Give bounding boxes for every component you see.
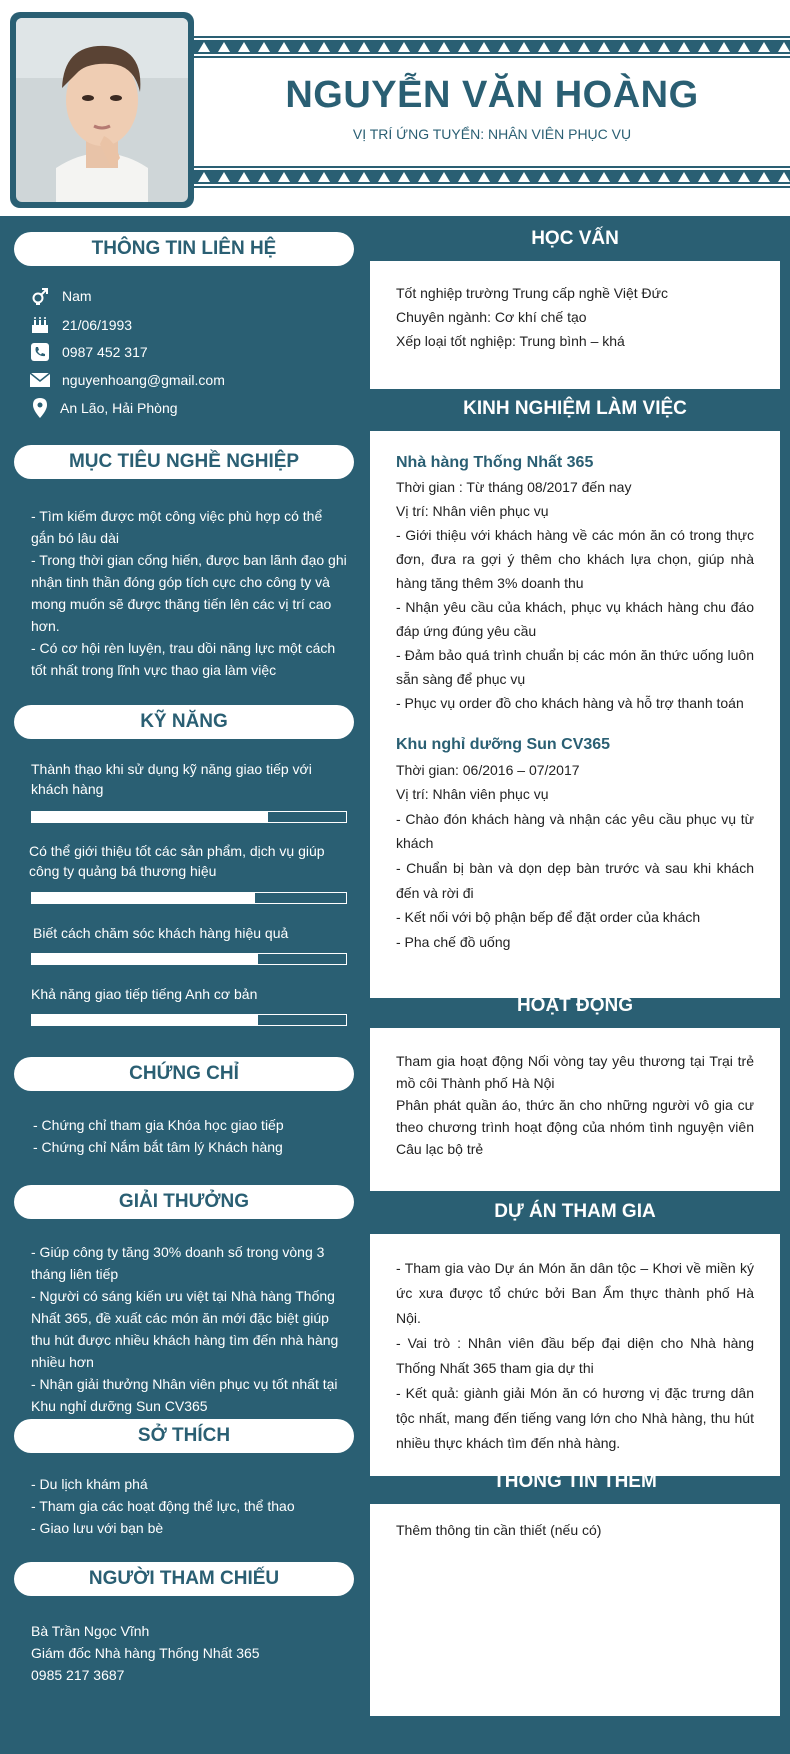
activities-text — [396, 1050, 754, 1160]
reference-line: Bà Trần Ngọc Vĩnh — [31, 1623, 150, 1639]
skill-bar-fill — [32, 893, 255, 903]
skill-bar — [31, 1014, 347, 1026]
education-line: Tốt nghiệp trường Trung cấp nghề Việt Đức — [396, 285, 669, 301]
cv-header — [0, 0, 790, 216]
activities-box — [370, 1028, 780, 1191]
skill-bar-fill — [32, 1015, 258, 1025]
objective-line: - Có cơ hội rèn luyện, trau dồi năng lực một cách tốt nhất trong lĩnh vực thao gia làm việc — [31, 640, 336, 678]
certificates-text — [33, 1114, 351, 1158]
awards-text — [31, 1241, 349, 1417]
job-duty: - Giới thiệu với khách hàng về các món ăn có trong thực đơn, đưa ra gợi ý thêm cho khách lựa chọn, giúp nhà hàng tăng thêm 3% doanh thu — [396, 527, 754, 591]
objective-line: - Tìm kiếm được một công việc phù hợp có thể gắn bó lâu dài — [31, 508, 323, 546]
address-value: An Lão, Hải Phòng — [60, 400, 178, 416]
reference-line: Giám đốc Nhà hàng Thống Nhất 365 — [31, 1645, 260, 1661]
award-line: - Nhận giải thưởng Nhân viên phục vụ tốt nhất tại Khu nghỉ dưỡng Sun CV365 — [31, 1376, 338, 1414]
experience-box — [370, 431, 780, 998]
section-title-education: HỌC VẤN — [531, 228, 619, 249]
gender-icon — [30, 286, 50, 306]
skill-label: Khả năng giao tiếp tiếng Anh cơ bản — [31, 986, 258, 1002]
phone-icon — [30, 342, 50, 362]
activity-line: Phân phát quần áo, thức ăn cho những người vô gia cư theo chương trình hoạt động của nhóm tình nguyện viên Câu lạc bộ trẻ — [396, 1097, 754, 1157]
extra-box — [370, 1504, 780, 1716]
skill-label: Thành thạo khi sử dụng kỹ năng giao tiếp với khách hàng — [31, 761, 312, 797]
section-title-objective: MỤC TIÊU NGHỀ NGHIỆP — [14, 445, 354, 479]
education-line: Chuyên ngành: Cơ khí chế tạo — [396, 309, 587, 325]
award-line: - Giúp công ty tăng 30% doanh số trong vòng 3 tháng liên tiếp — [31, 1244, 325, 1282]
certificate-line: - Chứng chỉ Nắm bắt tâm lý Khách hàng — [33, 1139, 283, 1155]
cake-icon — [30, 315, 50, 335]
objective-line: - Trong thời gian cống hiến, được ban lãnh đạo ghi nhận tinh thần đóng góp tích cực cho công ty và mong muốn sẽ được thăng tiến lên các vị trí cao hơn. — [31, 552, 347, 634]
hobby-line: - Du lịch khám phá — [31, 1476, 148, 1492]
section-title-experience: KINH NGHIỆM LÀM VIỆC — [463, 398, 687, 419]
email-value: nguyenhoang@gmail.com — [62, 372, 225, 388]
contact-birthday — [30, 313, 132, 337]
education-line: Xếp loại tốt nghiệp: Trung bình – khá — [396, 333, 625, 349]
cv-body — [0, 216, 790, 1754]
reference-line: 0985 217 3687 — [31, 1667, 125, 1683]
education-box — [370, 261, 780, 389]
section-title-certificates: CHỨNG CHỈ — [14, 1057, 354, 1091]
section-title-hobbies: SỞ THÍCH — [14, 1419, 354, 1453]
contact-address — [30, 396, 178, 420]
reference-text — [31, 1620, 349, 1686]
education-text — [396, 281, 754, 353]
skill-bar-fill — [32, 812, 268, 822]
contact-phone — [30, 340, 148, 364]
gender-value: Nam — [62, 288, 92, 304]
job-duty: - Phục vụ order đồ cho khách hàng và hỗ trợ thanh toán — [396, 695, 744, 711]
section-title-skills: KỸ NĂNG — [14, 705, 354, 739]
job-time: Thời gian : Từ tháng 08/2017 đến nay — [396, 479, 632, 495]
skill-label: Có thể giới thiệu tốt các sản phẩm, dịch vụ giúp công ty quảng bá thương hiệu — [29, 843, 325, 879]
decorative-band-top — [194, 36, 790, 58]
hobby-line: - Giao lưu với bạn bè — [31, 1520, 164, 1536]
project-line: - Vai trò : Nhân viên đầu bếp đại diện cho Nhà hàng Thống Nhất 365 tham gia dự thi — [396, 1335, 754, 1376]
job-company: Nhà hàng Thống Nhất 365 — [396, 454, 594, 471]
project-line: - Kết quả: giành giải Món ăn có hương vị đặc trưng dân tộc nhất, mang đến tiếng vang lớn cho Nhà hàng, thu hút nhiều thực khách tìm đến nhà hàng. — [396, 1385, 754, 1451]
job-duty: - Pha chế đồ uống — [396, 933, 511, 950]
section-title-projects: DỰ ÁN THAM GIA — [494, 1201, 656, 1222]
job-role: Vị trí: Nhân viên phục vụ — [396, 786, 549, 803]
job-time: Thời gian: 06/2016 – 07/2017 — [396, 761, 580, 778]
job-role: Vị trí: Nhân viên phục vụ — [396, 503, 549, 519]
award-line: - Người có sáng kiến ưu việt tại Nhà hàng Thống Nhất 365, đề xuất các món ăn mới đặc biệt giúp thu hút được nhiều khách hàng tìm đến nhà hàng nhiều hơn — [31, 1288, 339, 1370]
skill-bar — [31, 892, 347, 904]
candidate-name: NGUYỄN VĂN HOÀNG — [285, 74, 699, 116]
job-duty: - Đảm bảo quá trình chuẩn bị các món ăn thức uống luôn sẵn sàng để phục vụ — [396, 647, 754, 687]
profile-photo-frame — [10, 12, 194, 208]
phone-value: 0987 452 317 — [62, 344, 148, 360]
hobby-line: - Tham gia các hoạt động thể lực, thể thao — [31, 1498, 295, 1514]
projects-box — [370, 1234, 780, 1476]
objective-text — [31, 505, 349, 681]
job-duty: - Chào đón khách hàng và nhận các yêu cầu phục vụ từ khách — [396, 810, 754, 852]
applied-position: VỊ TRÍ ỨNG TUYỂN: NHÂN VIÊN PHỤC VỤ — [352, 126, 632, 142]
section-title-activities: HOẠT ĐỘNG — [516, 995, 634, 1016]
certificate-line: - Chứng chỉ tham gia Khóa học giao tiếp — [33, 1117, 284, 1133]
section-title-reference: NGƯỜI THAM CHIẾU — [14, 1562, 354, 1596]
skill-bar — [31, 811, 347, 823]
decorative-band-bottom — [194, 166, 790, 188]
section-title-awards: GIẢI THƯỞNG — [14, 1185, 354, 1219]
job-2 — [396, 733, 754, 954]
birthday-value: 21/06/1993 — [62, 317, 133, 333]
hobbies-text — [31, 1473, 349, 1539]
extra-text: Thêm thông tin cần thiết (nếu có) — [396, 1522, 602, 1538]
job-duty: - Kết nối với bộ phận bếp để đặt order của khách — [396, 909, 701, 926]
activity-line: Tham gia hoạt động Nối vòng tay yêu thương tại Trại trẻ mồ côi Thành phố Hà Nội — [396, 1053, 754, 1091]
job-duty: - Chuẩn bị bàn và dọn dẹp bàn trước và sau khi khách đến và rời đi — [396, 859, 754, 901]
section-title-contact: THÔNG TIN LIÊN HỆ — [14, 232, 354, 266]
projects-text — [396, 1256, 754, 1456]
project-line: - Tham gia vào Dự án Món ăn dân tộc – Khơi về miền ký ức xưa được tổ chức bởi Ban Ẩm thực thành phố Hà Nội. — [396, 1260, 754, 1326]
job-1 — [396, 451, 754, 715]
skill-label: Biết cách chăm sóc khách hàng hiệu quả — [33, 925, 289, 941]
job-duty: - Nhận yêu cầu của khách, phục vụ khách hàng chu đáo đáp ứng đúng yêu cầu — [396, 599, 754, 639]
skill-bar-fill — [32, 954, 258, 964]
location-icon — [30, 398, 50, 418]
profile-photo — [16, 18, 188, 202]
skill-bar — [31, 953, 347, 965]
section-title-extra: THÔNG TIN THÊM — [493, 1471, 657, 1492]
email-icon — [30, 370, 50, 390]
contact-email — [30, 368, 225, 392]
contact-gender — [30, 284, 92, 308]
job-company: Khu nghỉ dưỡng Sun CV365 — [396, 736, 611, 753]
